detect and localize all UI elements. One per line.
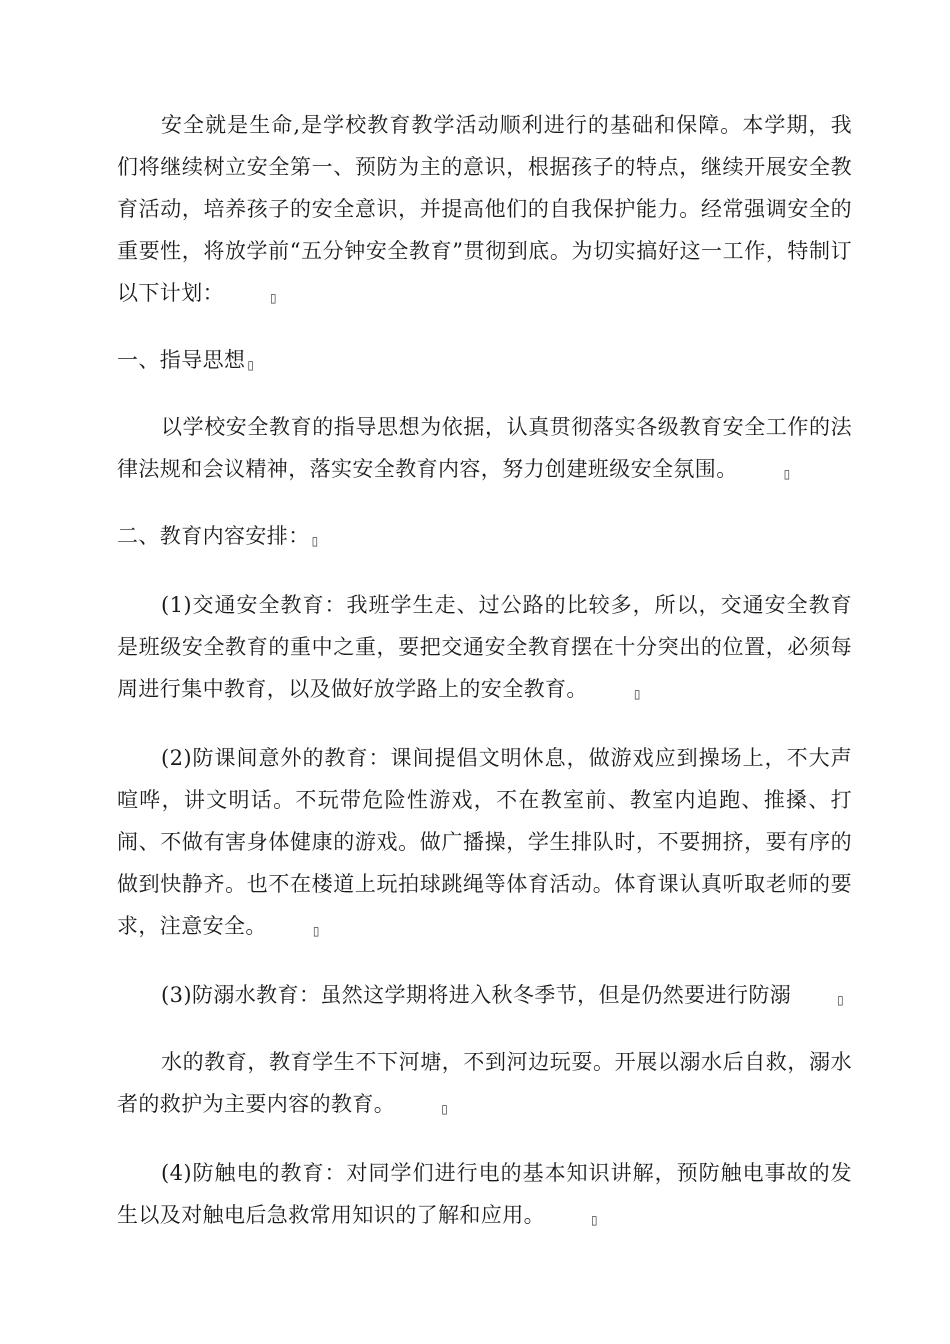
document-page [117, 104, 852, 1241]
section-heading-content-arrangement: 二、教育内容安排： ▯ [117, 515, 852, 562]
paragraph-mark-icon: ▯ [247, 358, 255, 372]
paragraph-mark-icon: ▯ [441, 1102, 449, 1116]
paragraph-mark-icon: ▯ [783, 467, 791, 481]
intro-paragraph: 安全就是生命,是学校教育教学活动顺利进行的基础和保障。本学期，我们将继续树立安全第一、预防为主的意识，根据孩子的特点，继续开展安全教育活动，培养孩子的安全意识，并提高他们的自我保护能力。经常强调安全的重要性，将放学前“五分钟安全教育”贯彻到底。为切实搞好这一工作，特制订以下计划： ▯ [117, 104, 852, 319]
paragraph-mark-icon: ▯ [270, 291, 278, 305]
paragraph-mark-icon: ▯ [591, 1213, 599, 1227]
recess-safety-paragraph: (2)防课间意外的教育：课间提倡文明休息，做游戏应到操场上，不大声喧哗，讲文明话。不玩带危险性游戏，不在教室前、教室内追跑、推搡、打闹、不做有害身体健康的游戏。做广播操，学生排队时，不要拥挤，要有序的做到快静齐。也不在楼道上玩拍球跳绳等体育活动。体育课认真听取老师的要求，注意安全。 ▯ [117, 737, 852, 952]
drowning-prevention-paragraph: (3)防溺水教育：虽然这学期将进入秋冬季节，但是仍然要进行防溺 ▯ [117, 974, 852, 1021]
drowning-prevention-continued-paragraph: 水的教育，教育学生不下河塘，不到河边玩耍。开展以溺水后自救，溺水者的救护为主要内容的教育。 ▯ [117, 1041, 852, 1130]
paragraph-mark-icon: ▯ [311, 534, 319, 548]
section-heading-guiding-ideology: 一、指导思想 ▯ [117, 339, 852, 386]
traffic-safety-paragraph: (1)交通安全教育：我班学生走、过公路的比较多，所以，交通安全教育是班级安全教育的重中之重，要把交通安全教育摆在十分突出的位置，必须每周进行集中教育，以及做好放学路上的安全教育。 ▯ [117, 584, 852, 715]
paragraph-mark-icon: ▯ [633, 687, 641, 701]
paragraph-mark-icon: ▯ [312, 924, 320, 938]
paragraph-mark-icon: ▯ [837, 993, 845, 1007]
electrocution-prevention-paragraph: (4)防触电的教育：对同学们进行电的基本知识讲解，预防触电事故的发生以及对触电后急救常用知识的了解和应用。 ▯ [117, 1152, 852, 1241]
guiding-ideology-paragraph: 以学校安全教育的指导思想为依据，认真贯彻落实各级教育安全工作的法律法规和会议精神，落实安全教育内容，努力创建班级安全氛围。 ▯ [117, 406, 852, 495]
